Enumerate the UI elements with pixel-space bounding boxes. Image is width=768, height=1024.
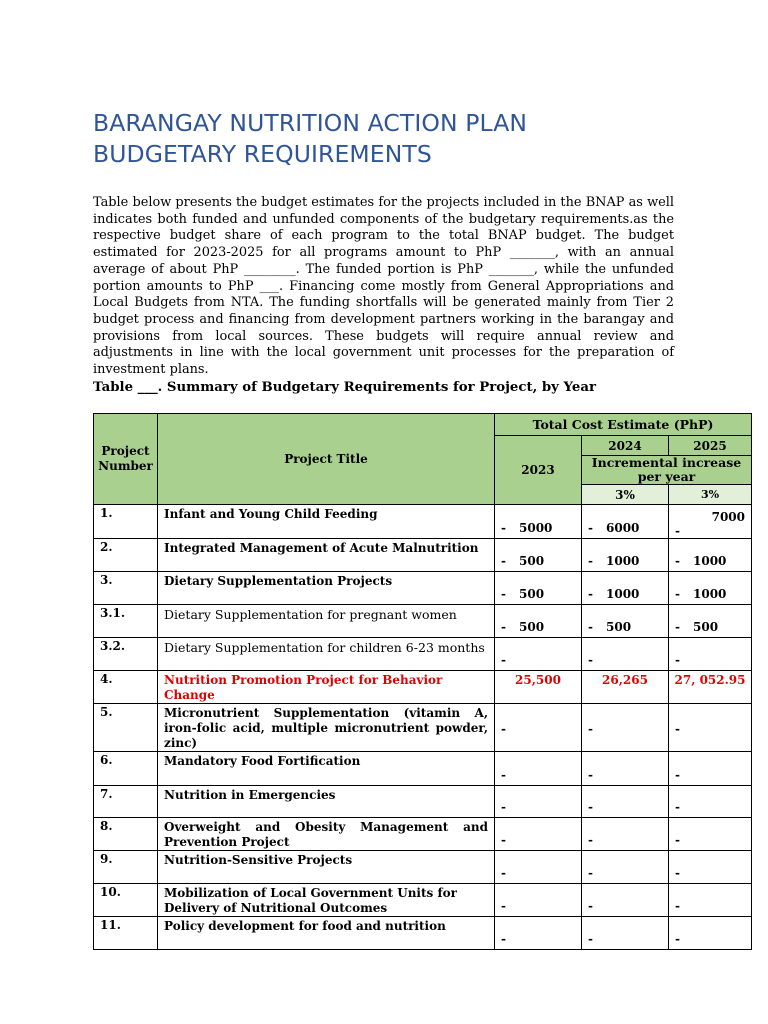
- cell-2024: -: [582, 818, 669, 851]
- row-title: Infant and Young Child Feeding: [158, 505, 495, 539]
- cell-2023: - 5000: [495, 505, 582, 539]
- cell-2024: -: [582, 638, 669, 671]
- intro-paragraph: Table below presents the budget estimates for the projects included in the BNAP as well indicates both funded and unfunded components of the budgetary requirements.as the respective budget share of each program to the total BNAP budget. The budget estimated for 2023-2025 for all programs amount to PhP _______, with an annual average of about PhP ________. The funded portion is PhP _______, while the unfunded portion amounts to PhP ___. Financing come mostly from General Appropriations and Local Budgets from NTA. The funding shortfalls will be generated mainly from Tier 2 budget process and financing from development partners working in the barangay and provisions from local sources. These budgets will require annual review and adjustments in line with the local government unit processes for the preparation of investment plans.: [93, 195, 674, 378]
- cell-2023: -: [495, 786, 582, 818]
- row-title: Dietary Supplementation Projects: [158, 572, 495, 605]
- cell-2024: - 500: [582, 605, 669, 638]
- header-pct-2024: 3%: [582, 485, 669, 505]
- cell-2024: 26,265: [582, 671, 669, 704]
- row-number: 3.1.: [94, 605, 158, 638]
- cell-2025: 27, 052.95: [669, 671, 752, 704]
- table-row: [94, 605, 752, 638]
- cell-2024: -: [582, 851, 669, 884]
- cell-2025: -: [669, 917, 752, 950]
- row-title: Nutrition-Sensitive Projects: [158, 851, 495, 884]
- row-number: 5.: [94, 704, 158, 752]
- table-row: [94, 505, 752, 539]
- header-year-2025: 2025: [669, 436, 752, 456]
- table-row: [94, 786, 752, 818]
- table-row: [94, 638, 752, 671]
- cell-2025: -: [669, 638, 752, 671]
- row-number: 3.2.: [94, 638, 158, 671]
- row-title: Mobilization of Local Government Units for Delivery of Nutritional Outcomes: [158, 884, 495, 917]
- row-title: Policy development for food and nutrition: [158, 917, 495, 950]
- table-row: [94, 917, 752, 950]
- table-row: [94, 704, 752, 752]
- row-title: Integrated Management of Acute Malnutrition: [158, 539, 495, 572]
- cell-2024: -: [582, 917, 669, 950]
- row-title: Micronutrient Supplementation (vitamin A, iron-folic acid, multiple micronutrient powder, zinc): [158, 704, 495, 752]
- row-number: 10.: [94, 884, 158, 917]
- row-number: 9.: [94, 851, 158, 884]
- cell-2023: -: [495, 917, 582, 950]
- row-number: 7.: [94, 786, 158, 818]
- row-title: Nutrition Promotion Project for Behavior Change: [158, 671, 495, 704]
- header-incremental: Incremental increase per year: [582, 456, 752, 485]
- row-number: 2.: [94, 539, 158, 572]
- cell-2024: -: [582, 752, 669, 786]
- table-row: [94, 752, 752, 786]
- cell-2024: - 1000: [582, 572, 669, 605]
- header-year-2024: 2024: [582, 436, 669, 456]
- cell-2023: - 500: [495, 539, 582, 572]
- cell-2023: -: [495, 818, 582, 851]
- table-row: [94, 671, 752, 704]
- document-title: [93, 108, 713, 170]
- table-row: [94, 818, 752, 851]
- cell-2025: - 1000: [669, 539, 752, 572]
- cell-2023: - 500: [495, 572, 582, 605]
- budget-table: [93, 413, 752, 950]
- row-title: Nutrition in Emergencies: [158, 786, 495, 818]
- cell-2025: -: [669, 786, 752, 818]
- header-pct-2025: 3%: [669, 485, 752, 505]
- cell-2024: -: [582, 884, 669, 917]
- cell-2023: 25,500: [495, 671, 582, 704]
- cell-2025: -: [669, 818, 752, 851]
- row-title: Overweight and Obesity Management and Prevention Project: [158, 818, 495, 851]
- row-number: 8.: [94, 818, 158, 851]
- title-line-2: BUDGETARY REQUIREMENTS: [93, 140, 432, 168]
- header-project-number: Project Number: [94, 414, 158, 505]
- cell-2025: - 1000: [669, 572, 752, 605]
- row-title: Dietary Supplementation for pregnant women: [158, 605, 495, 638]
- table-row: [94, 851, 752, 884]
- table-caption: Table ___. Summary of Budgetary Requirements for Project, by Year: [93, 380, 596, 395]
- table-row: [94, 539, 752, 572]
- cell-2024: - 6000: [582, 505, 669, 539]
- cell-2025: - 500: [669, 605, 752, 638]
- header-total-cost: Total Cost Estimate (PhP): [495, 414, 752, 436]
- cell-2024: - 1000: [582, 539, 669, 572]
- cell-2024: -: [582, 786, 669, 818]
- cell-2023: -: [495, 884, 582, 917]
- row-title: Dietary Supplementation for children 6-23 months: [158, 638, 495, 671]
- cell-2025: -: [669, 851, 752, 884]
- row-number: 1.: [94, 505, 158, 539]
- cell-2024: -: [582, 704, 669, 752]
- row-number: 4.: [94, 671, 158, 704]
- row-title: Mandatory Food Fortification: [158, 752, 495, 786]
- table-row: [94, 572, 752, 605]
- cell-2025: 7000 -: [669, 505, 752, 539]
- title-line-1: BARANGAY NUTRITION ACTION PLAN: [93, 109, 528, 137]
- row-number: 3.: [94, 572, 158, 605]
- cell-2025: -: [669, 884, 752, 917]
- cell-2023: -: [495, 704, 582, 752]
- row-number: 11.: [94, 917, 158, 950]
- header-year-2023: 2023: [495, 436, 582, 505]
- cell-2023: -: [495, 638, 582, 671]
- row-number: 6.: [94, 752, 158, 786]
- header-project-title: Project Title: [158, 414, 495, 505]
- table-row: [94, 884, 752, 917]
- cell-2025: -: [669, 752, 752, 786]
- cell-2023: - 500: [495, 605, 582, 638]
- cell-2023: -: [495, 851, 582, 884]
- cell-2023: -: [495, 752, 582, 786]
- cell-2025: -: [669, 704, 752, 752]
